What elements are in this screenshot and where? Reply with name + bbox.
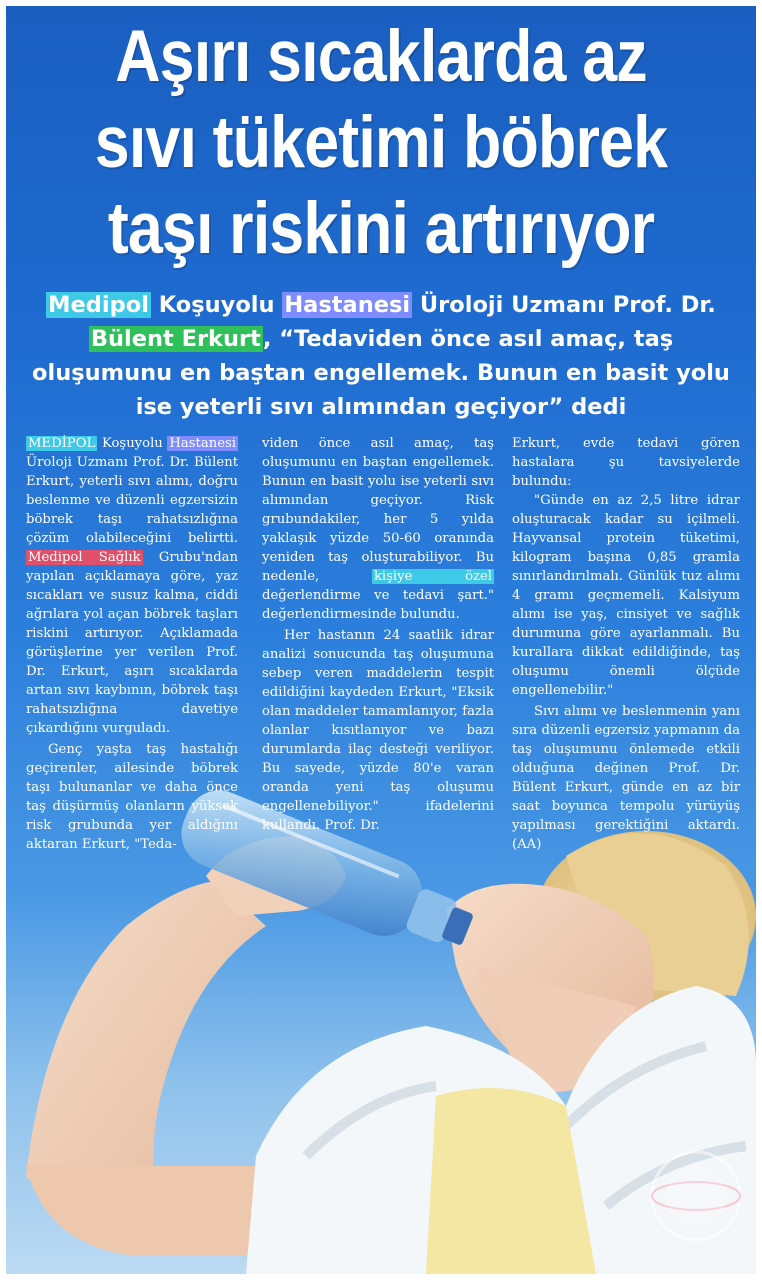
col3-paragraph-1: Erkurt, evde tedavi gören hastalara şu tavsiyelerde bulundu: — [512, 436, 740, 489]
col2-kisiye-ozel-highlight: kişiye özel — [373, 569, 492, 584]
col3-paragraph-3: Sıvı alımı ve beslenmenin yanı sıra düzenli egzersiz yapmanın da taş oluşumunu önlemede etkili olduğuna değinen Prof. Dr. Bülent Erkurt, günde en az bir saat boyunca tempolu yürüyüş yapılması gerektiğini aktardı. (AA) — [512, 704, 740, 852]
body-column-2 — [262, 434, 494, 835]
col2-paragraph-1 — [262, 434, 494, 624]
subhead-name-highlight: Bülent Erkurt — [90, 326, 261, 352]
col1-hastanesi-highlight: Hastanesi — [169, 436, 236, 451]
subhead-kosuyolu: Koşuyolu — [150, 292, 283, 318]
headline-line-1: Aşırı sıcaklarda az — [115, 16, 647, 97]
col1-medipol-highlight: MEDİPOL — [28, 436, 96, 451]
body-column-3 — [512, 434, 740, 854]
col3-paragraph-2: "Günde en az 2,5 litre idrar oluşturacak kadar su içilmeli. Hayvansal protein tüketimi, kilogram başına 0,85 gramla sınırlandırılmalı. Günlük tuz alımı 4 gramı geçmemeli. Kalsiyum alımı ise yaş, cinsiyet ve sağlık durumuna göre ayarlanmalı. Bu kurallara dikkat edildiğinde, taş oluşumu önemli ölçüde engellenebilir." — [512, 493, 740, 698]
col1-medipol-saglik-highlight: Medipol Sağlık — [28, 550, 141, 565]
subhead-medipol-highlight: Medipol — [48, 292, 149, 318]
body-column-1 — [26, 434, 238, 854]
col2-paragraph-2: Her hastanın 24 saatlik idrar analizi sonucunda taş oluşumuna sebep veren maddelerin tespit edildiğini kaydeden Erkurt, "Eksik olan maddeler tamamlanıyor, fazla olanlar kısıtlanıyor ve bazı durumlarda ilaç desteği veriliyor. Bu sayede, yüzde 80'e varan oranda yeni taş oluşumu engellenebiliyor." ifadelerini kullandı. Prof. Dr. — [262, 628, 494, 833]
news-clipping — [6, 6, 756, 1274]
col1-text-2: Grubu'ndan yapılan açıklamaya göre, yaz sıcakları ve susuz kalma, ciddi ağrılara yol açan böbrek taşları riskini artırıyor. Açıklamada görüşlerine yer verilen Prof. Dr. Erkurt, aşırı sıcaklarda artan sıvı kaybının, böbrek taşı rahatsızlığına davetiye çıkardığını vurguladı. — [26, 550, 238, 736]
subhead-hastanesi-highlight: Hastanesi — [284, 292, 411, 318]
col1-text-1: Üroloji Uzmanı Prof. Dr. Bülent Erkurt, yeterli sıvı alımı, doğru beslenme ve düzenli egzersizin böbrek taşı rahatsızlığına çözüm olabileceğini belirtti. — [26, 455, 238, 546]
headline — [59, 14, 704, 272]
subhead-text-1: Üroloji Uzmanı Prof. Dr. — [412, 292, 716, 318]
col1-paragraph-1 — [26, 434, 238, 738]
subheadline — [16, 288, 746, 424]
headline-line-2: sıvı tüketimi böbrek — [94, 102, 668, 183]
subhead-text-2: , “Tedaviden önce asıl amaç, taş oluşumunu en baştan engellemek. Bunun en basit yolu ise yeterli sıvı alımından geçiyor” dedi — [32, 326, 730, 420]
col2-text-1: viden önce asıl amaç, taş oluşumunu en baştan engellemek. Bunun en basit yolu ise yeterli sıvı alımından geçiyor. Risk grubundakiler, her 5 yılda yaklaşık yüzde 50-60 oranında yeniden taş oluşturabiliyor. Bu nedenle, — [262, 436, 494, 584]
headline-line-3: taşı riskini artırıyor — [107, 188, 655, 269]
circular-watermark-logo — [646, 1146, 746, 1246]
col1-paragraph-2: Genç yaşta taş hastalığı geçirenler, ailesinde böbrek taşı bulunanlar ve daha önce taş düşürmüş olanların yüksek risk grubunda yer aldığını aktaran Erkurt, "Teda- — [26, 742, 238, 852]
col2-text-2: değerlendirme ve tedavi şart." değerlendirmesinde bulundu. — [262, 588, 494, 622]
col1-kosuyolu: Koşuyolu — [97, 436, 168, 451]
